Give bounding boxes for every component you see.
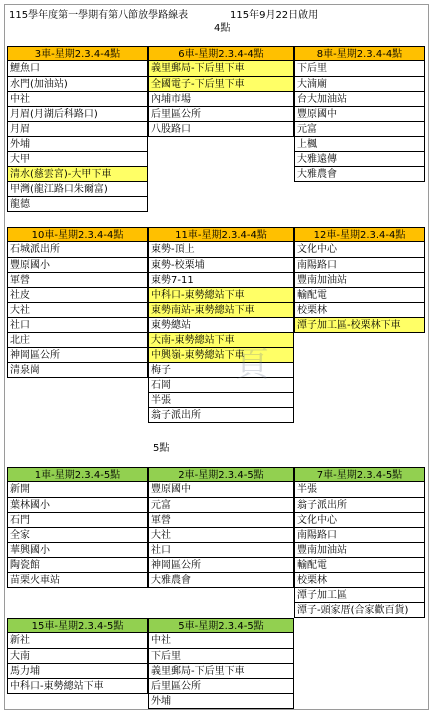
stop-row: 豐原國小 xyxy=(8,257,147,272)
route-8-table xyxy=(294,46,425,182)
stop-row: 神岡區公所 xyxy=(149,557,293,572)
stop-row: 潭子加工區-校栗林下車 xyxy=(295,317,424,332)
stop-row: 上楓 xyxy=(295,136,424,151)
section-4-label: 4點 xyxy=(214,23,231,34)
stop-row: 社皮 xyxy=(8,287,147,302)
route-stop-list xyxy=(148,242,294,423)
stop-row: 甲灣(龍江路口朱爾富) xyxy=(8,181,147,196)
stop-row: 石岡 xyxy=(149,377,293,392)
stop-row: 中科口-東勢總站下車 xyxy=(149,287,293,302)
route-3-table xyxy=(7,46,148,212)
route-header: 10車-星期2.3.4-4點 xyxy=(7,227,148,242)
stop-row: 梅子 xyxy=(149,362,293,377)
stop-row: 文化中心 xyxy=(295,512,424,527)
stop-row: 大社 xyxy=(149,527,293,542)
stop-row: 豐南加油站 xyxy=(295,272,424,287)
stop-row: 新社 xyxy=(10,635,30,646)
stop-row: 下后里 xyxy=(297,63,327,74)
stop-row: 月眉(月湖后科路口) xyxy=(8,106,147,121)
route-header: 8車-星期2.3.4-4點 xyxy=(294,46,425,61)
stop-row: 葉林國小 xyxy=(8,497,147,512)
stop-row: 下后里 xyxy=(149,648,293,663)
route-6-table xyxy=(148,46,294,137)
stop-row: 大甲 xyxy=(8,151,147,166)
stop-row: 新開 xyxy=(10,484,30,495)
stop-row: 中社 xyxy=(8,91,147,106)
route-stop-list xyxy=(294,482,425,618)
stop-row: 石門 xyxy=(8,512,147,527)
stop-row: 校栗林 xyxy=(295,302,424,317)
stop-row: 神岡區公所 xyxy=(8,347,147,362)
stop-row: 軍營 xyxy=(149,512,293,527)
stop-row: 義里郵局-下后里下車 xyxy=(149,61,293,76)
stop-row: 清水(慈雲宮)-大甲下車 xyxy=(8,166,147,181)
route-15-table xyxy=(7,618,148,694)
route-header: 5車-星期2.3.4-5點 xyxy=(148,618,294,633)
stop-row: 石城派出所 xyxy=(10,244,60,255)
stop-row: 八股路口 xyxy=(149,121,293,136)
stop-row: 苗栗火車站 xyxy=(8,572,147,587)
route-stop-list xyxy=(148,633,294,709)
stop-row: 大雅農會 xyxy=(295,166,424,181)
stop-row: 華興國小 xyxy=(8,542,147,557)
stop-row: 東勢總站 xyxy=(149,317,293,332)
stop-row: 輸配電 xyxy=(295,557,424,572)
stop-row: 元富 xyxy=(149,497,293,512)
stop-row: 大雅農會 xyxy=(149,572,293,587)
stop-row: 潭子加工區 xyxy=(295,587,424,602)
stop-row: 軍營 xyxy=(8,272,147,287)
stop-row: 陶瓷館 xyxy=(8,557,147,572)
stop-row: 大南 xyxy=(8,648,147,663)
stop-row: 北庄 xyxy=(8,332,147,347)
route-sheet xyxy=(4,4,429,710)
stop-row: 豐南加油站 xyxy=(295,542,424,557)
stop-row: 后里區公所 xyxy=(149,678,293,693)
stop-row: 校栗林 xyxy=(295,572,424,587)
route-header: 12車-星期2.3.4-4點 xyxy=(294,227,425,242)
route-header: 6車-星期2.3.4-4點 xyxy=(148,46,294,61)
stop-row: 外埔 xyxy=(149,693,293,708)
route-12-table xyxy=(294,227,425,333)
stop-row: 潭子-頭家厝(合家歡百貨) xyxy=(295,602,424,617)
stop-row: 翁子派出所 xyxy=(295,497,424,512)
stop-row: 大社 xyxy=(8,302,147,317)
route-stop-list xyxy=(7,61,148,212)
section-5-label: 5點 xyxy=(153,443,170,454)
route-header: 7車-星期2.3.4-5點 xyxy=(294,467,425,482)
stop-row: 清泉崗 xyxy=(8,362,147,377)
stop-row: 輸配電 xyxy=(295,287,424,302)
stop-row: 龍德 xyxy=(8,196,147,211)
stop-row: 南陽路口 xyxy=(295,257,424,272)
stop-row: 馬力埔 xyxy=(8,663,147,678)
stop-row: 豐原國中 xyxy=(295,106,424,121)
route-header: 1車-星期2.3.4-5點 xyxy=(7,467,148,482)
stop-row: 月眉 xyxy=(8,121,147,136)
route-1-table xyxy=(7,467,148,588)
stop-row: 豐原國中 xyxy=(151,484,191,495)
route-stop-list xyxy=(294,242,425,333)
stop-row: 全家 xyxy=(8,527,147,542)
stop-row: 東勢-頂上 xyxy=(151,244,195,255)
sheet-title: 115學年度第一學期有第八節放學路線表 xyxy=(9,10,189,21)
stop-row: 東勢南站-東勢總站下車 xyxy=(149,302,293,317)
stop-row: 中科口-東勢總站下車 xyxy=(8,678,147,693)
stop-row: 社口 xyxy=(149,542,293,557)
route-header: 2車-星期2.3.4-5點 xyxy=(148,467,294,482)
stop-row: 水門(加油站) xyxy=(8,76,147,91)
stop-row: 東勢-校栗埔 xyxy=(149,257,293,272)
route-stop-list xyxy=(7,242,148,378)
route-stop-list xyxy=(148,482,294,588)
stop-row: 后里區公所 xyxy=(149,106,293,121)
effective-date: 115年9月22日啟用 xyxy=(230,10,319,21)
route-header: 15車-星期2.3.4-5點 xyxy=(7,618,148,633)
stop-row: 社口 xyxy=(8,317,147,332)
route-11-table xyxy=(148,227,294,423)
route-stop-list xyxy=(148,61,294,137)
stop-row: 大南-東勢總站下車 xyxy=(149,332,293,347)
stop-row: 中興嶺-東勢總站下車 xyxy=(149,347,293,362)
stop-row: 全國電子-下后里下車 xyxy=(149,76,293,91)
route-stop-list xyxy=(7,482,148,588)
route-header: 11車-星期2.3.4-4點 xyxy=(148,227,294,242)
stop-row: 文化中心 xyxy=(297,244,337,255)
stop-row: 中社 xyxy=(151,635,171,646)
stop-row: 台大加油站 xyxy=(295,91,424,106)
stop-row: 南陽路口 xyxy=(295,527,424,542)
stop-row: 外埔 xyxy=(8,136,147,151)
route-7-table xyxy=(294,467,425,618)
stop-row: 大湳廟 xyxy=(295,76,424,91)
route-2-table xyxy=(148,467,294,588)
stop-row: 鯉魚口 xyxy=(10,63,40,74)
stop-row: 大雅遠傳 xyxy=(295,151,424,166)
stop-row: 東勢7-11 xyxy=(149,272,293,287)
stop-row: 內埔市場 xyxy=(149,91,293,106)
route-stop-list xyxy=(294,61,425,182)
stop-row: 翁子派出所 xyxy=(149,407,293,422)
route-stop-list xyxy=(7,633,148,694)
route-5-table xyxy=(148,618,294,709)
stop-row: 半張 xyxy=(297,484,317,495)
stop-row: 元富 xyxy=(295,121,424,136)
stop-row: 半張 xyxy=(149,392,293,407)
stop-row: 義里郵局-下后里下車 xyxy=(149,663,293,678)
route-10-table xyxy=(7,227,148,378)
page-watermark: 頁 xyxy=(235,345,277,385)
route-header: 3車-星期2.3.4-4點 xyxy=(7,46,148,61)
